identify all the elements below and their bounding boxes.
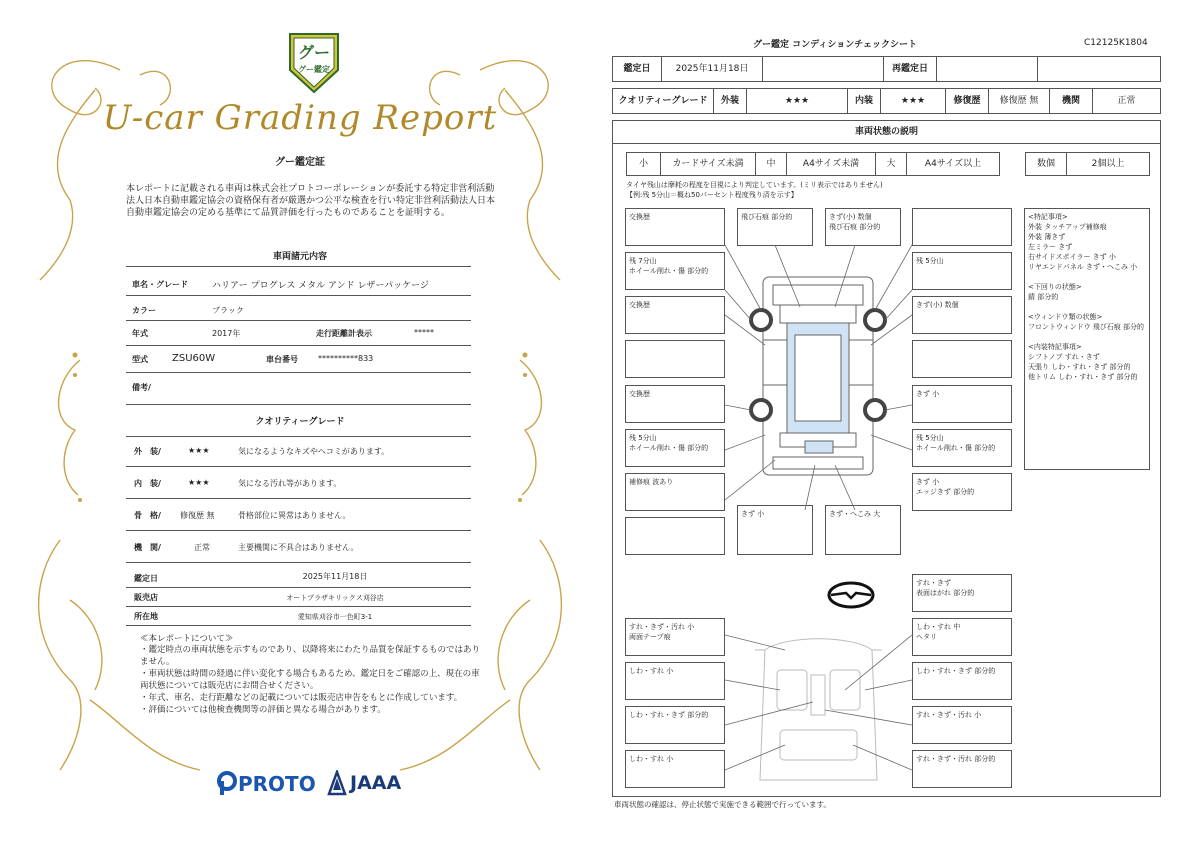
model-value: ZSU60W: [172, 353, 216, 364]
int-cell: しわ・すれ・きず 部分的: [625, 706, 725, 744]
int-cell: すれ・きず・汚れ 部分的: [912, 750, 1012, 788]
int-cell: すれ・きず 表面はがれ 部分的: [912, 574, 1012, 612]
proto-logo: PROTO: [238, 772, 316, 796]
mileage-value: *****: [414, 328, 434, 337]
ext-label: 外装: [713, 88, 747, 114]
int-value: ★★★: [880, 88, 946, 114]
condition-check-sheet: [600, 0, 1200, 848]
date-blank-cell: [762, 56, 884, 82]
specs-title: 車両諸元内容: [272, 252, 327, 262]
ext-cell: きず 小 エッジきず 部分的: [912, 473, 1012, 511]
ext-cell: きず・へこみ 大: [825, 505, 901, 555]
repair-value: 修復歴 無: [988, 88, 1050, 114]
count-desc: 2個以上: [1066, 152, 1150, 176]
chassis-label: 車台番号: [266, 355, 298, 364]
repair-label: 修復歴: [945, 88, 989, 114]
ext-cell: 交換歴: [625, 296, 725, 334]
ext-cell: [625, 340, 725, 378]
ext-cell: きず(小) 数個 飛び石痕 部分的: [825, 208, 901, 246]
ext-cell: 残 5分山: [912, 252, 1012, 290]
steering-wheel-icon: [826, 580, 876, 610]
ext-cell: 交換歴: [625, 208, 725, 246]
chassis-value: **********833: [318, 354, 374, 363]
grade-int-value: ★★★: [188, 478, 210, 487]
shop-label: 販売店: [134, 593, 158, 602]
jaaa-logo: JAAA: [350, 772, 402, 794]
report-title: U-car Grading Report: [102, 98, 498, 138]
engine-value: 正常: [1092, 88, 1161, 114]
grade-ext-desc: 気になるようなキズやヘコミがあります。: [238, 447, 390, 456]
name-value: ハリアー プログレス メタル アンド レザーパッケージ: [212, 281, 429, 291]
grade-frame-desc: 骨格部位に異常はありません。: [238, 511, 351, 520]
date-label-cell: 鑑定日: [612, 56, 662, 82]
size-small: 小: [626, 152, 661, 176]
grade-ext-label: 外 装/: [134, 447, 161, 456]
shop-value: オートプラザキリックス刈谷店: [286, 594, 384, 602]
ext-cell: [625, 517, 725, 555]
grade-engine-value: 正常: [194, 543, 210, 552]
count-label: 数個: [1025, 152, 1067, 176]
ext-cell: [912, 208, 1012, 246]
sheet-title: グー鑑定 コンディションチェックシート: [753, 40, 917, 50]
date-label: 鑑定日: [134, 574, 158, 583]
color-label: カラー: [132, 306, 156, 315]
int-cell: しわ・すれ 小: [625, 662, 725, 700]
sheet-code: C12125K1804: [1084, 38, 1148, 48]
name-label: 車名・グレード: [132, 280, 188, 289]
intro-text: 本レポートに記載される車両は株式会社プロトコーポレーションが委託する特定非営利活動法人日本自動車鑑定協会の資格保有者が厳選かつ公平な検査を行い特定非営利活動法人日本自動車鑑定協会の定める基準にて品質評価を行ったものであることを証明する。: [126, 184, 496, 218]
svg-text:グー: グー: [297, 43, 331, 62]
goo-badge-icon: [284, 30, 344, 96]
int-cell: しわ・すれ・きず 部分的: [912, 662, 1012, 700]
ext-cell: きず 小: [737, 505, 813, 555]
redate-blank-cell: [1037, 56, 1161, 82]
model-label: 型式: [132, 355, 148, 364]
grade-frame-value: 修復歴 無: [180, 511, 215, 520]
redate-value-cell: [936, 56, 1038, 82]
ext-cell: 残 7分山 ホイール削れ・傷 部分的: [625, 252, 725, 290]
int-cell: しわ・すれ 小: [625, 750, 725, 788]
grade-engine-label: 機 関/: [134, 543, 161, 552]
ext-cell: 交換歴: [625, 385, 725, 423]
grade-engine-desc: 主要機関に不具合はありません。: [238, 543, 359, 552]
size-large: 大: [875, 152, 907, 176]
ext-cell: きず 小: [912, 385, 1012, 423]
tire-note-2: 【例:残 5分山＝概ね50パーセント程度残り済を示す】: [626, 191, 798, 199]
state-title: 車両状態の説明: [612, 120, 1161, 144]
remarks-label: 備考/: [132, 383, 151, 392]
badge-text: グー鑑定: [298, 65, 330, 74]
int-cell: すれ・きず・汚れ 小: [912, 706, 1012, 744]
ext-cell: 残 5分山 ホイール削れ・傷 部分的: [625, 429, 725, 467]
quality-grade-label: クオリティーグレード: [612, 88, 714, 114]
grade-int-desc: 気になる汚れ等があります。: [238, 479, 342, 488]
ext-cell: 残 5分山 ホイール削れ・傷 部分的: [912, 429, 1012, 467]
redate-label-cell: 再鑑定日: [883, 56, 937, 82]
grade-title: クオリティーグレード: [255, 417, 345, 427]
ext-cell: きず(小) 数個: [912, 296, 1012, 334]
color-value: ブラック: [212, 306, 244, 315]
year-value: 2017年: [212, 329, 241, 338]
engine-label: 機関: [1049, 88, 1093, 114]
ext-value: ★★★: [746, 88, 848, 114]
date-value: 2025年11月18日: [302, 572, 368, 581]
loc-value: 愛知県刈谷市一色町3-1: [297, 613, 373, 621]
int-cell: しわ・すれ 中 ヘタリ: [912, 618, 1012, 656]
sheet-footer: 車両状態の確認は、停止状態で実施できる範囲で行っています。: [614, 800, 831, 809]
note-item: ・評価については他検査機関等の評価と異なる場合があります。: [140, 705, 386, 715]
size-large-desc: A4サイズ以上: [906, 152, 1000, 176]
ext-cell: [912, 340, 1012, 378]
mileage-label: 走行距離計表示: [316, 329, 372, 338]
grade-frame-label: 骨 格/: [134, 511, 161, 520]
section-title: グー鑑定証: [275, 157, 325, 168]
size-mid: 中: [755, 152, 787, 176]
tire-note-1: タイヤ残山は摩耗の程度を目視により判定しています。(ミリ表示ではありません): [626, 181, 883, 189]
special-notes: <特記事項> 外装 タッチアップ補修痕 外装 薄きず 左ミラー きず 右サイドスポイラー きず 小 リヤエンドパネル きず・へこみ 小 <下回りの状態> 錆 部分的 <ウィンドウ類の状態> フロントウィンドウ 飛び石痕 部分的 <内装特記事項> シフトノブ すれ・きず 天張り しわ・すれ・きず 部分的 他トリム しわ・すれ・きず 部分的: [1024, 208, 1150, 470]
grade-int-label: 内 装/: [134, 479, 161, 488]
size-small-desc: カードサイズ未満: [660, 152, 756, 176]
int-cell: すれ・きず・汚れ 小 両面テープ痕: [625, 618, 725, 656]
ext-cell: 補修痕 波あり: [625, 473, 725, 511]
ext-cell: 飛び石痕 部分的: [737, 208, 813, 246]
car-exterior-diagram: [725, 245, 912, 510]
note-item: ・車両状態は時間の経過に伴い変化する場合もあるため、鑑定日をご確認の上、現在の車両状態については販売店にお問合せください。: [140, 669, 480, 691]
notes-title: ≪本レポートについて≫: [140, 634, 234, 644]
proto-logo-icon: [216, 770, 238, 796]
car-interior-diagram: [725, 630, 912, 795]
note-item: ・年式、車名、走行距離などの記載については販売店申告をもとに作成しています。: [140, 693, 463, 703]
date-value-cell: 2025年11月18日: [661, 56, 763, 82]
int-label: 内装: [847, 88, 881, 114]
grade-ext-value: ★★★: [188, 446, 210, 455]
loc-label: 所在地: [134, 612, 158, 621]
jaaa-logo-icon: [327, 770, 347, 796]
note-item: ・鑑定時点の車両状態を示すものであり、以降将来にわたり品質を保証するものではありません。: [140, 645, 481, 667]
year-label: 年式: [132, 329, 148, 338]
size-mid-desc: A4サイズ未満: [786, 152, 876, 176]
